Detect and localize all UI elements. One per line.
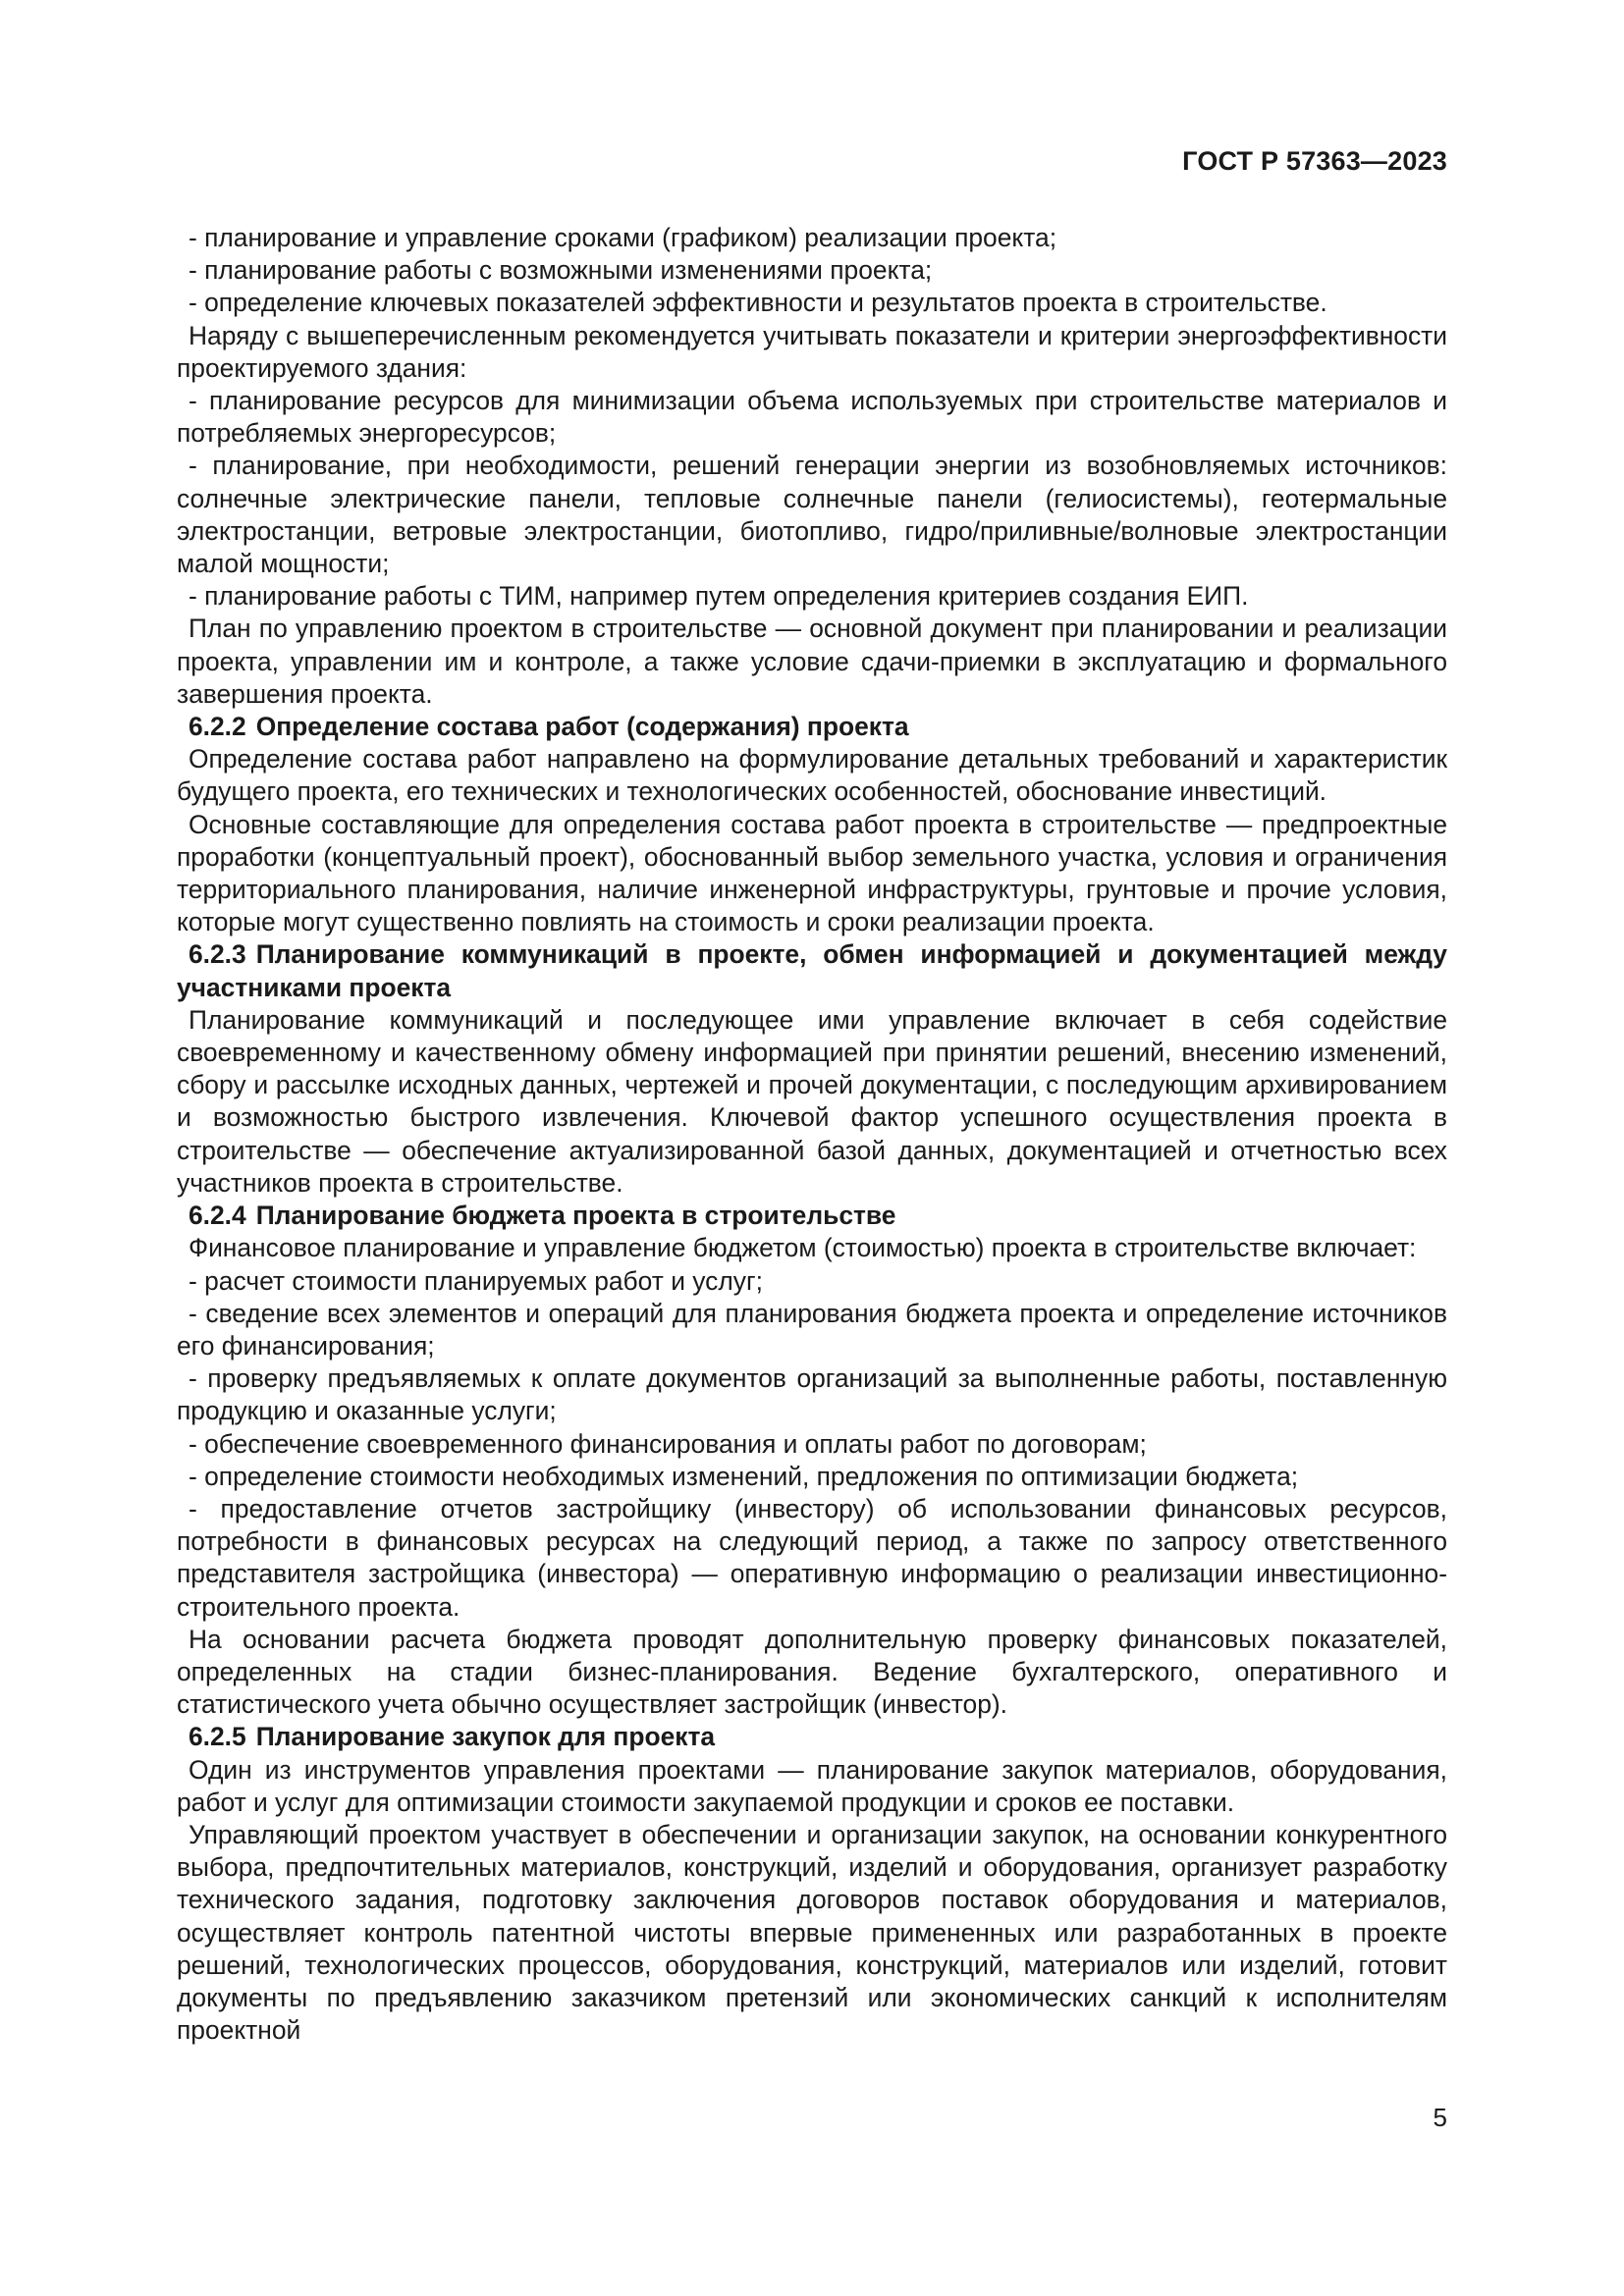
section-number: 6.2.5 bbox=[189, 1722, 246, 1752]
bullet-item: - предоставление отчетов застройщику (инвестору) об использовании финансовых ресурсов, потребности в финансовых ресурсах на следующий период, а также по запросу ответственного представителя застройщика (инвестора) — оперативную информацию о реализации инвестиционно-строительного проекта. bbox=[177, 1493, 1447, 1622]
paragraph: Планирование коммуникаций и последующее ими управление включает в себя содействие своевременному и качественному обмену информацией при принятии решений, внесению изменений, сбору и рассылке исходных данных, чертежей и прочей документации, с последующим архивированием и возможностью быстрого извлечения. Ключевой фактор успешного осуществления проекта в строительстве — обеспечение актуализированной базой данных, документацией и отчетностью всех участников проекта в строительстве. bbox=[177, 1004, 1447, 1198]
section-title: Планирование коммуникаций в проекте, обмен информацией и документацией между участниками проекта bbox=[177, 939, 1447, 1002]
section-heading bbox=[177, 938, 1447, 1003]
section-title: Определение состава работ (содержания) проекта bbox=[255, 712, 909, 742]
bullet-item: - определение ключевых показателей эффективности и результатов проекта в строительстве. bbox=[189, 288, 1327, 318]
paragraph: Основные составляющие для определения состава работ проекта в строительстве — предпроектные проработки (концептуальный проект), обоснованный выбор земельного участка, условия и ограничения территориального планирования, наличие инженерной инфраструктуры, грунтовые и прочие условия, которые могут существенно повлиять на стоимость и сроки реализации проекта. bbox=[177, 809, 1447, 937]
section-number: 6.2.3 bbox=[189, 939, 246, 970]
bullet-item: - планирование работы с возможными изменениями проекта; bbox=[189, 255, 933, 286]
paragraph: Один из инструментов управления проектами — планирование закупок материалов, оборудования, работ и услуг для оптимизации стоимости закупаемой продукции и сроков ее поставки. bbox=[177, 1754, 1447, 1817]
document-id-header: ГОСТ Р 57363—2023 bbox=[1182, 146, 1447, 176]
paragraph: Финансовое планирование и управление бюджетом (стоимостью) проекта в строительстве включает: bbox=[189, 1233, 1417, 1263]
bullet-item: - сведение всех элементов и операций для планирования бюджета проекта и определение источников его финансирования; bbox=[177, 1298, 1447, 1361]
section-title: Планирование закупок для проекта bbox=[255, 1722, 716, 1752]
section-heading bbox=[177, 1721, 1447, 1753]
page-number: 5 bbox=[1433, 2103, 1447, 2132]
paragraph: Наряду с вышеперечисленным рекомендуется учитывать показатели и критерии энергоэффективности проектируемого здания: bbox=[177, 320, 1447, 383]
section-heading bbox=[177, 1200, 1447, 1232]
paragraph: Управляющий проектом участвует в обеспечении и организации закупок, на основании конкурентного выбора, предпочтительных материалов, конструкций, изделий и оборудования, организует разработку технического задания, подготовку заключения договоров поставок оборудования и материалов, осуществляет контроль патентной чистоты впервые примененных или разработанных в проекте решений, технологических процессов, оборудования, конструкций, материалов или изделий, готовит документы по предъявлению заказчиком претензий или экономических санкций к исполнителям проектной bbox=[177, 1819, 1447, 2046]
bullet-item: - проверку предъявляемых к оплате документов организаций за выполненные работы, поставленную продукцию и оказанные услуги; bbox=[177, 1363, 1447, 1426]
bullet-item: - планирование, при необходимости, решений генерации энергии из возобновляемых источников: солнечные электрические панели, тепловые солнечные панели (гелиосистемы), геотермальные электростанции, ветровые электростанции, биотопливо, гидро/приливные/волновые электростанции малой мощности; bbox=[177, 451, 1447, 579]
section-heading bbox=[177, 711, 1447, 743]
paragraph: На основании расчета бюджета проводят дополнительную проверку финансовых показателей, определенных на стадии бизнес-планирования. Ведение бухгалтерского, оперативного и статистического учета обычно осуществляет застройщик (инвестор). bbox=[177, 1624, 1447, 1720]
section-number: 6.2.2 bbox=[189, 712, 246, 742]
bullet-item: - планирование и управление сроками (графиком) реализации проекта; bbox=[189, 223, 1057, 252]
document-body bbox=[177, 222, 1447, 2047]
bullet-item: - обеспечение своевременного финансирования и оплаты работ по договорам; bbox=[189, 1428, 1147, 1459]
bullet-item: - планирование ресурсов для минимизации объема используемых при строительстве материалов и потребляемых энергоресурсов; bbox=[177, 386, 1447, 449]
bullet-item: - планирование работы с ТИМ, например путем определения критериев создания ЕИП. bbox=[189, 581, 1249, 612]
section-title: Планирование бюджета проекта в строительстве bbox=[255, 1201, 896, 1231]
paragraph: Определение состава работ направлено на формулирование детальных требований и характеристик будущего проекта, его технических и технологических особенностей, обоснование инвестиций. bbox=[177, 744, 1447, 807]
paragraph: План по управлению проектом в строительстве — основной документ при планировании и реализации проекта, управлении им и контроле, а также условие сдачи-приемки в эксплуатацию и формального завершения проекта. bbox=[177, 614, 1447, 709]
bullet-item: - расчет стоимости планируемых работ и услуг; bbox=[189, 1265, 763, 1296]
section-number: 6.2.4 bbox=[189, 1201, 246, 1231]
bullet-item: - определение стоимости необходимых изменений, предложения по оптимизации бюджета; bbox=[189, 1461, 1299, 1491]
